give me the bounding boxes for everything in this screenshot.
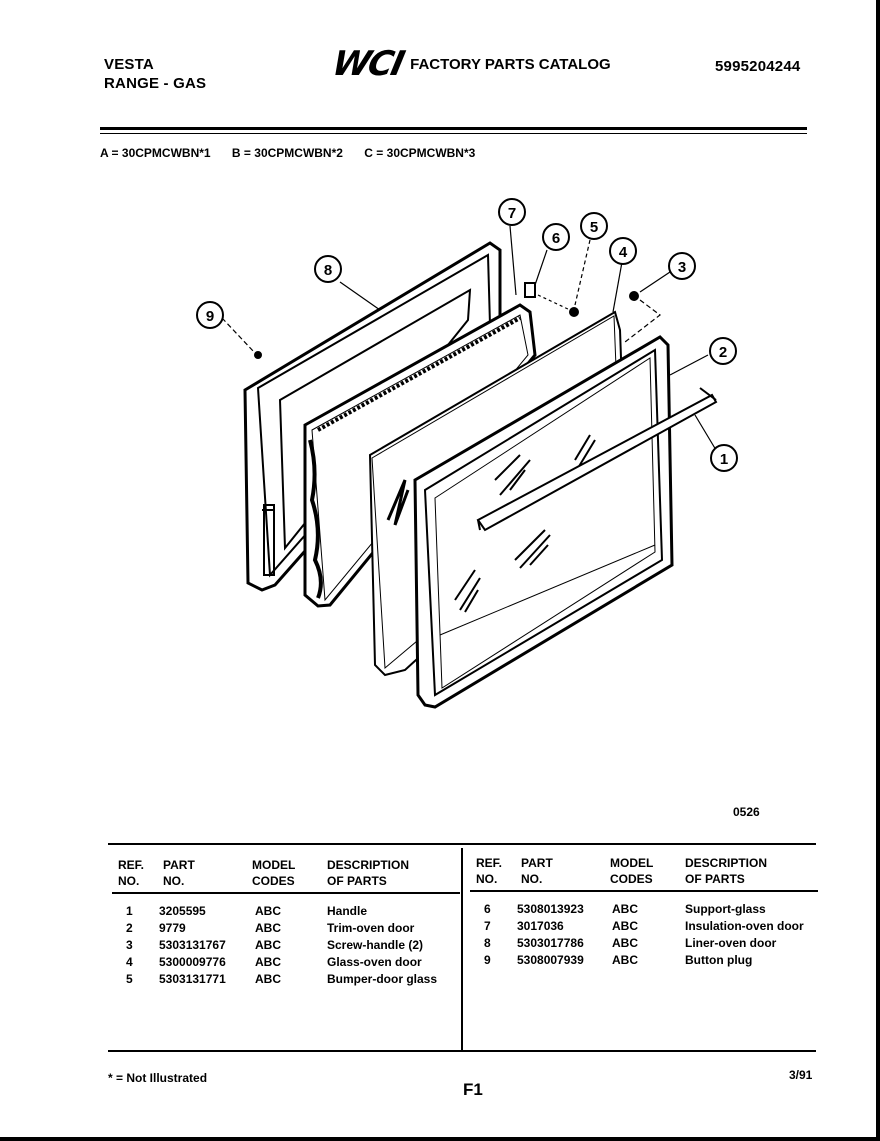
callout-1 [711,445,737,471]
header-rule-thin [100,133,807,134]
model-codes: ABC [255,938,281,952]
callout-6 [543,224,569,250]
bumper-part [570,308,578,316]
callout-4 [610,238,636,264]
svg-text:8: 8 [323,262,333,279]
part-no: 3017036 [517,919,564,933]
part-no: 5303017786 [517,936,584,950]
table-header-rule-right [470,890,818,892]
col-desc-header: DESCRIPTION OF PARTS [685,856,768,886]
ref-no: 4 [126,955,133,969]
brand-name: VESTA [104,56,154,73]
ref-no: 2 [126,921,133,935]
callout-5 [581,213,607,239]
model-codes: ABC [612,936,638,950]
model-codes: ABC [612,902,638,916]
exploded-door-diagram [180,190,760,730]
model-c: C = 30CPMCWBN*3 [364,146,476,160]
ref-no: 9 [484,953,491,967]
drawing-number: 0526 [733,805,760,819]
catalog-number: 5995204244 [715,58,801,75]
table-row: 1 [126,904,133,918]
col-part-header: PART NO. [521,856,553,886]
callout-9 [197,302,223,328]
svg-text:7: 7 [507,205,517,222]
table-divider [461,848,463,1051]
part-desc: Handle [327,904,368,918]
svg-text:1: 1 [719,451,729,468]
part-no: 5300009776 [159,955,226,969]
part-no: 3205595 [159,904,206,918]
model-codes: ABC [255,921,281,935]
callout-7 [499,199,525,225]
model-b: B = 30CPMCWBN*2 [231,146,343,160]
model-a: A = 30CPMCWBN*1 [100,146,211,160]
callout-2 [710,338,736,364]
svg-text:3: 3 [677,259,687,276]
table-header-rule-left [112,892,460,894]
table-bottom-rule [108,1050,816,1052]
col-part-header: PART NO. [163,858,195,888]
not-illustrated-note: * = Not Illustrated [108,1071,208,1085]
model-legend [100,146,493,160]
wci-logo: WCI [328,44,407,84]
product-type: RANGE - GAS [104,75,207,92]
part-desc: Support-glass [685,902,766,916]
ref-no: 8 [484,936,491,950]
part-no: 5308007939 [517,953,584,967]
header-rule-thick [100,127,807,130]
svg-text:6: 6 [551,230,561,247]
model-codes: ABC [612,919,638,933]
svg-text:5: 5 [589,219,599,236]
part-no: 5308013923 [517,902,584,916]
part-desc: Glass-oven door [327,955,422,969]
col-ref-header: REF. NO. [476,856,503,886]
model-codes: ABC [612,953,638,967]
part-no: 5303131767 [159,938,226,952]
part-desc: Button plug [685,953,753,967]
callout-8 [315,256,341,282]
ref-no: 6 [484,902,491,916]
ref-no: 3 [126,938,133,952]
revision-date: 3/91 [789,1068,813,1082]
part-desc: Bumper-door glass [327,972,438,986]
table-top-rule [108,843,816,845]
ref-no: 5 [126,972,133,986]
callout-3 [669,253,695,279]
svg-text:4: 4 [618,244,628,261]
part-desc: Insulation-oven door [685,919,804,933]
model-codes: ABC [255,972,281,986]
part-desc: Screw-handle (2) [327,938,424,952]
button-plug-part [255,352,261,358]
support-glass-part [525,283,535,297]
part-desc: Trim-oven door [327,921,415,935]
ref-no: 7 [484,919,491,933]
part-no: 5303131771 [159,972,226,986]
part-no: 9779 [159,921,186,935]
page-number: F1 [463,1080,483,1099]
brand-block [104,55,206,93]
svg-text:9: 9 [205,308,215,325]
catalog-logo [328,44,611,84]
part-desc: Liner-oven door [685,936,777,950]
col-desc-header: DESCRIPTION OF PARTS [327,858,410,888]
screw-part [630,292,638,300]
svg-text:2: 2 [718,344,728,361]
catalog-title: FACTORY PARTS CATALOG [410,55,611,73]
model-codes: ABC [255,955,281,969]
col-ref-header: REF. NO. [118,858,145,888]
col-model-header: MODEL CODES [252,858,296,888]
col-model-header: MODEL CODES [610,856,654,886]
model-codes: ABC [255,904,281,918]
